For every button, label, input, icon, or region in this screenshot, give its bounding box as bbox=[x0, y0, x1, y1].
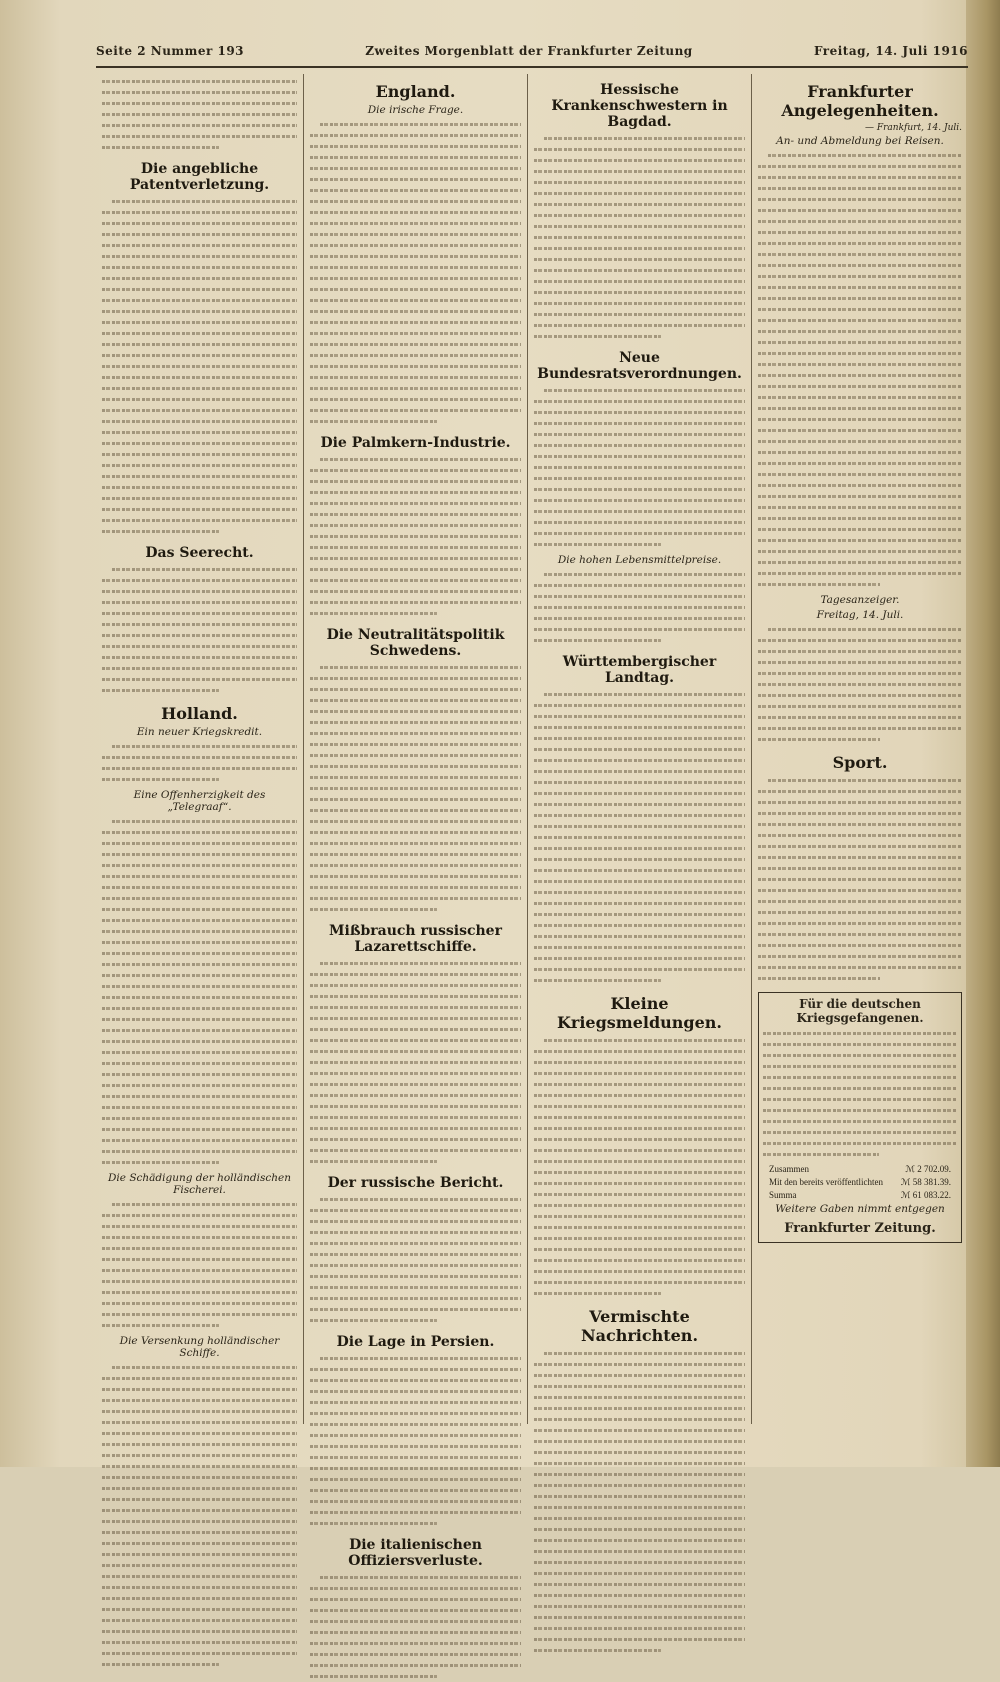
page-binding-edge bbox=[966, 0, 1000, 1467]
column-4 bbox=[752, 74, 968, 1424]
previous-total-value: ℳ 58 381.39. bbox=[900, 1177, 951, 1187]
masthead-title: Zweites Morgenblatt der Frankfurter Zeitung bbox=[365, 44, 693, 58]
section-heading: Die Palmkern-Industrie. bbox=[320, 435, 511, 451]
article-body bbox=[102, 816, 297, 1168]
article-body bbox=[310, 1353, 521, 1529]
dateline: — Frankfurt, 14. Juli. bbox=[865, 123, 962, 133]
grand-total-value: ℳ 61 083.22. bbox=[900, 1190, 951, 1200]
donation-note: Weitere Gaben nimmt entgegen bbox=[775, 1203, 945, 1215]
article-body bbox=[534, 1348, 745, 1656]
section-heading: Neue Bundesratsverordnungen. bbox=[537, 350, 742, 382]
publisher-name: Frankfurter Zeitung. bbox=[784, 1221, 936, 1236]
article-body bbox=[102, 564, 297, 696]
previous-total-label: Mit den bereits veröffentlichten bbox=[769, 1177, 884, 1187]
section-heading: Die italienischen Offiziersverluste. bbox=[348, 1537, 483, 1569]
donor-list bbox=[763, 1028, 957, 1160]
section-heading: Kleine Kriegsmeldungen. bbox=[557, 994, 722, 1032]
article-body bbox=[310, 1572, 521, 1682]
section-subheading: Die Versenkung holländischer Schiffe. bbox=[119, 1335, 280, 1359]
section-heading: Mißbrauch russischer Lazarettschiffe. bbox=[329, 923, 502, 955]
subtotal-row bbox=[769, 1164, 951, 1175]
running-header bbox=[96, 44, 968, 68]
grand-total-row bbox=[769, 1190, 951, 1201]
donation-box-title: Für die deutschen Kriegsgefangenen. bbox=[796, 997, 924, 1025]
article-body bbox=[310, 958, 521, 1167]
subtotal-value: ℳ 2 702.09. bbox=[905, 1164, 951, 1174]
article-body bbox=[102, 741, 297, 785]
issue-date: Freitag, 14. Juli 1916 bbox=[813, 44, 968, 58]
article-body bbox=[534, 569, 745, 646]
section-subheading: Ein neuer Kriegskredit. bbox=[136, 726, 263, 738]
article-body bbox=[102, 196, 297, 537]
section-subheading: Die irische Frage. bbox=[367, 104, 464, 116]
section-heading: Sport. bbox=[832, 753, 888, 772]
section-heading: Holland. bbox=[161, 704, 238, 723]
previous-total-row bbox=[769, 1177, 951, 1188]
section-heading: Die Lage in Persien. bbox=[336, 1334, 495, 1350]
grand-total-label: Summa bbox=[769, 1190, 797, 1200]
section-heading: Frankfurter Angelegenheiten. bbox=[781, 82, 939, 120]
section-heading: Die Neutralitätspolitik Schwedens. bbox=[326, 627, 505, 659]
article-body bbox=[102, 1362, 297, 1670]
section-heading: England. bbox=[375, 82, 456, 101]
section-heading: Das Seerecht. bbox=[145, 545, 254, 561]
page-number: Seite 2 Nummer 193 bbox=[96, 44, 245, 58]
section-subheading: Die hohen Lebensmittelpreise. bbox=[557, 554, 722, 566]
section-heading: Württembergischer Landtag. bbox=[562, 654, 717, 686]
article-body bbox=[102, 76, 297, 153]
article-body bbox=[102, 1199, 297, 1331]
text-columns bbox=[96, 74, 968, 1569]
article-body bbox=[310, 454, 521, 619]
column-1 bbox=[96, 74, 304, 1424]
article-body bbox=[534, 689, 745, 986]
section-heading: Die angebliche Patentverletzung. bbox=[129, 161, 270, 193]
article-body bbox=[758, 775, 962, 984]
article-body bbox=[758, 624, 962, 745]
subtotal-label: Zusammen bbox=[769, 1164, 809, 1174]
column-2 bbox=[304, 74, 528, 1569]
section-subheading: Tagesanzeiger. bbox=[820, 594, 900, 606]
article-body bbox=[310, 662, 521, 915]
section-subheading: Eine Offenherzigkeit des „Telegraaf“. bbox=[133, 789, 266, 813]
section-heading: Hessische Krankenschwestern in Bagdad. bbox=[551, 82, 728, 130]
column-3 bbox=[528, 74, 752, 1424]
section-date: Freitag, 14. Juli. bbox=[816, 609, 904, 621]
article-body bbox=[534, 133, 745, 342]
article-body bbox=[758, 150, 962, 590]
section-subheading: Die Schädigung der holländischen Fischerei. bbox=[107, 1172, 291, 1196]
article-body bbox=[310, 1194, 521, 1326]
section-heading: Vermischte Nachrichten. bbox=[580, 1307, 699, 1345]
article-body bbox=[534, 385, 745, 550]
section-subheading: An- und Abmeldung bei Reisen. bbox=[776, 135, 944, 147]
section-heading: Der russische Bericht. bbox=[327, 1175, 504, 1191]
article-body bbox=[534, 1035, 745, 1299]
donation-box bbox=[758, 992, 962, 1243]
article-body bbox=[310, 119, 521, 427]
